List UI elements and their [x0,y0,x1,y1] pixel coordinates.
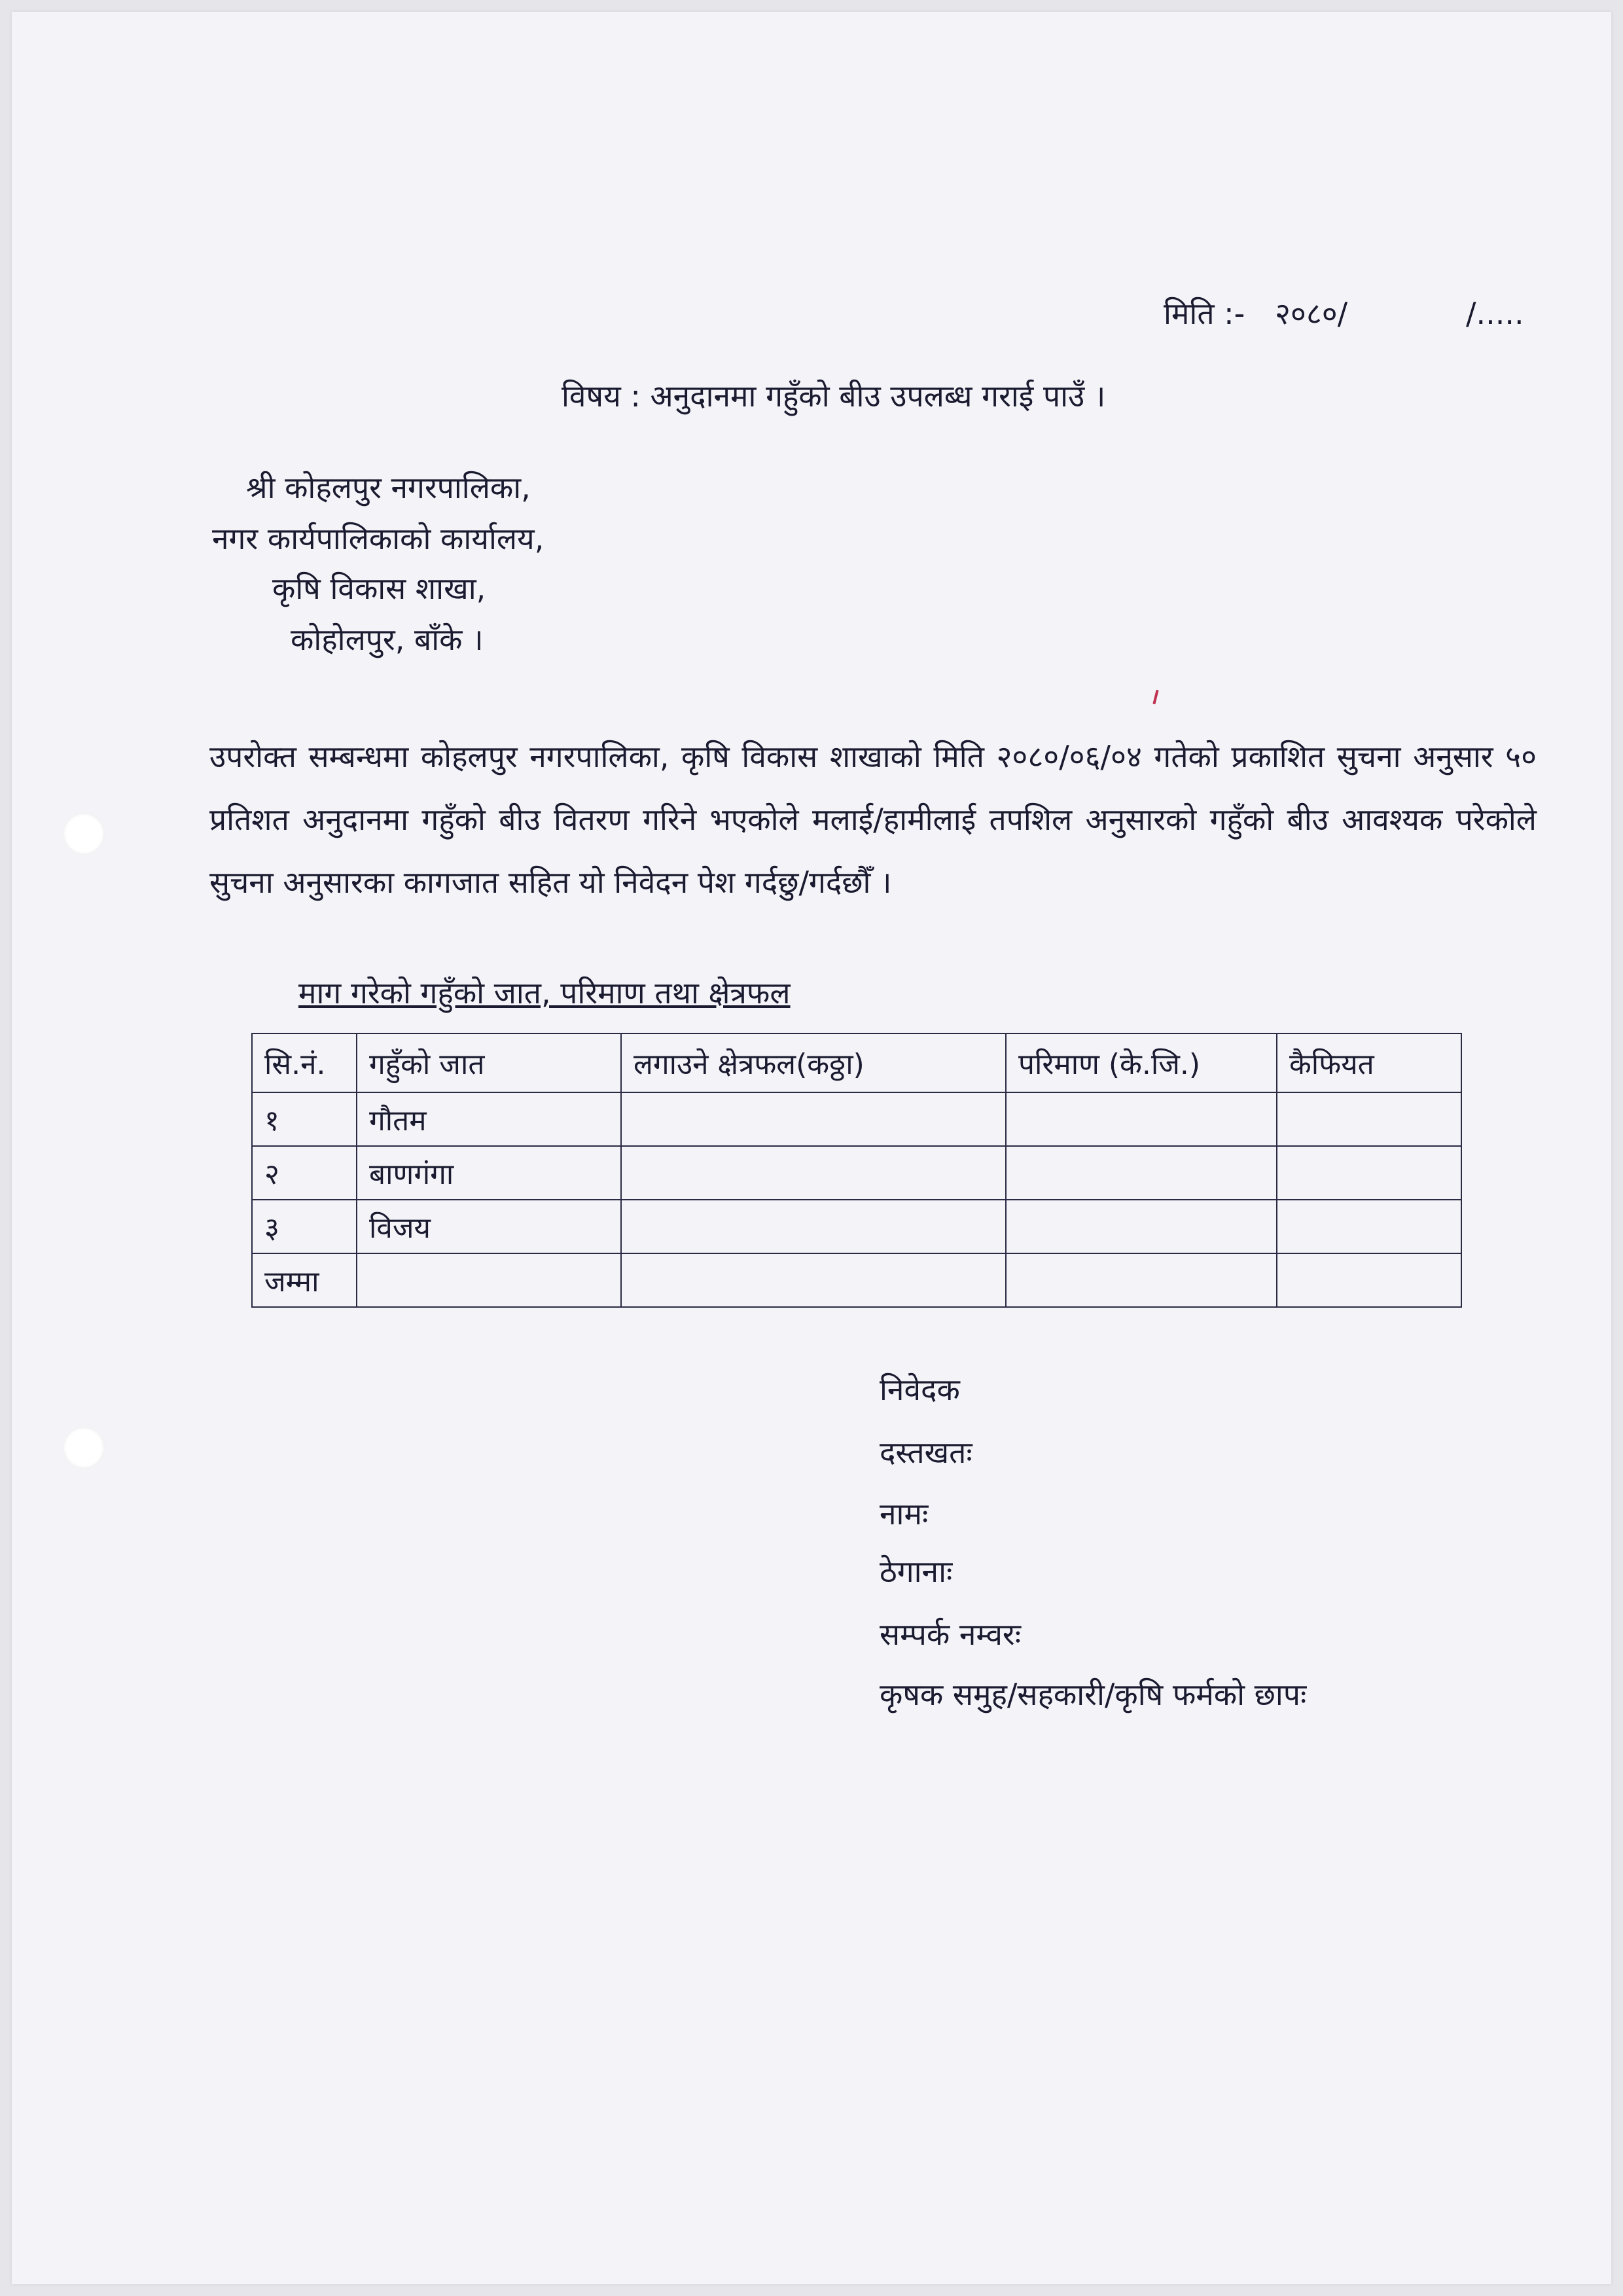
header-remarks: कैफियत [1277,1033,1461,1092]
signature-field[interactable]: दस्तखतः [880,1435,972,1470]
total-label: जम्मा [252,1253,357,1307]
header-sn: सि.नं. [252,1033,357,1092]
cell-sn: १ [252,1092,357,1146]
cell-sn: २ [252,1146,357,1200]
date-label: मिति :- [1164,296,1245,331]
address-line: नगर कार्यपालिकाको कार्यालय, [212,521,544,556]
cell-variety: बाणगंगा [357,1146,621,1200]
cell-area[interactable] [621,1146,1006,1200]
punch-hole-top [63,813,105,855]
header-quantity: परिमाण (के.जि.) [1006,1033,1277,1092]
cell-remarks[interactable] [1277,1146,1461,1200]
name-field[interactable]: नामः [880,1496,929,1532]
cell-quantity[interactable] [1006,1253,1277,1307]
seed-request-table [251,1033,1462,1308]
punch-hole-bottom [63,1427,105,1469]
header-area: लगाउने क्षेत्रफल(कठ्ठा) [621,1033,1006,1092]
table-title: माग गरेको गहुँको जात, परिमाण तथा क्षेत्रफल [298,975,791,1011]
subject-line: विषय : अनुदानमा गहुँको बीउ उपलब्ध गराई पाउँ । [562,378,1106,414]
date-value: २०८०/ [1275,296,1348,331]
cell-quantity[interactable] [1006,1200,1277,1253]
cell-quantity[interactable] [1006,1092,1277,1146]
table-row [252,1200,1461,1253]
cell-remarks[interactable] [1277,1092,1461,1146]
address-field[interactable]: ठेगानाः [880,1554,953,1589]
cell-quantity[interactable] [1006,1146,1277,1200]
cell-area[interactable] [621,1253,1006,1307]
address-line: कृषि विकास शाखा, [272,571,486,606]
cell-area[interactable] [621,1092,1006,1146]
table-header-row [252,1033,1461,1092]
cell-sn: ३ [252,1200,357,1253]
body-paragraph: उपरोक्त सम्बन्धमा कोहलपुर नगरपालिका, कृषि विकास शाखाको मिति २०८०/०६/०४ गतेको प्रकाशित सुचना अनुसार ५० प्रतिशत अनुदानमा गहुँको बीउ वितरण गरिने भएकोले मलाई/हामीलाई तपशिल अनुसारको गहुँको बीउ आवश्यक परेकोले सुचना अनुसारका कागजात सहित यो निवेदन पेश गर्दछु/गर्दछौँ । [209,739,1537,900]
signature-applicant: निवेदक [880,1372,960,1407]
address-line: श्री कोहलपुर नगरपालिका, [246,470,531,505]
cell-variety[interactable] [357,1253,621,1307]
header-variety: गहुँको जात [357,1033,621,1092]
contact-number-field[interactable]: सम्पर्क नम्वरः [880,1617,1022,1652]
table-total-row [252,1253,1461,1307]
date-trailing: /..... [1466,296,1524,331]
stamp-field[interactable]: कृषक समुह/सहकारी/कृषि फर्मको छापः [880,1677,1307,1712]
cell-area[interactable] [621,1200,1006,1253]
address-line: कोहोलपुर, बाँके । [291,622,484,657]
cell-variety: गौतम [357,1092,621,1146]
cell-variety: विजय [357,1200,621,1253]
cell-remarks[interactable] [1277,1253,1461,1307]
table-row [252,1146,1461,1200]
table-row [252,1092,1461,1146]
pen-mark [1152,690,1158,704]
cell-remarks[interactable] [1277,1200,1461,1253]
